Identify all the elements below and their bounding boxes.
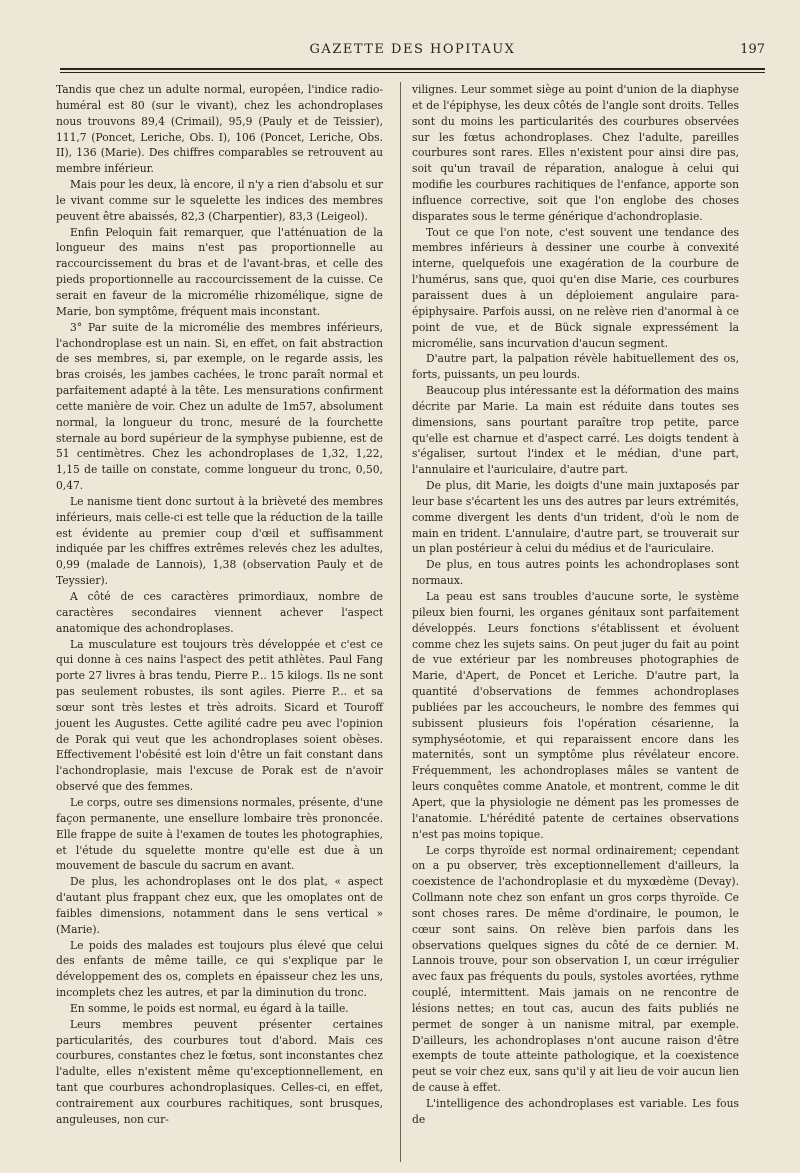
paragraph: A côté de ces caractères primordiaux, nombre de caractères secondaires viennent achever l'aspect anatomique des achondroplases. <box>56 590 383 635</box>
paragraph: Le poids des malades est toujours plus élevé que celui des enfants de même taille, ce qui s'explique par le développement des os, complets en épaisseur chez les uns, incomplets chez les autres, et par la diminution du tronc. <box>56 938 383 1000</box>
paragraph: Le corps thyroïde est normal ordinairement; cependant on a pu observer, très exceptionnellement d'ailleurs, la coexistence de l'achondroplasie et du myxœdème (Devay). Collmann note chez son enfant un gros corps thyroïde. Ce sont choses rares. De même d'ordinaire, le poumon, le cœur sont sains. On relève bien parfois dans les observations quelques signes du côté de ce dernier. M. Lannois trouve, pour son observation I, un cœur irrégulier avec faux pas fréquents du pouls, systoles avortées, rythme couplé, intermittent. Mais jamais on ne rencontre de lésions nettes; en tout cas, aucun des faits publiés ne permet de songer à un nanisme mitral, par exemple. D'ailleurs, les achondroplases n'ont aucune raison d'être exempts de toute atteinte pathologique, et la coexistence peut se voir chez eux, sans qu'il y ait lieu de voir aucun lien de cause à effet. <box>412 843 739 1095</box>
paragraph: L'intelligence des achondroplases est variable. Les fous de <box>412 1097 739 1126</box>
paragraph: 3° Par suite de la micromélie des membres inférieurs, l'achondroplase est un nain. Si, en effet, on fait abstraction de ses membres, si, par exemple, on le regarde assis, les bras croisés, les jambes cachées, le tronc paraît normal et parfaitement adapté à la tête. Les mensurations confirment cette manière de voir. Chez un adulte de 1m57, absolument normal, la longueur du tronc, mesuré de la fourchette sternale au bord supérieur de la symphyse pubienne, est de 51 centimètres. Chez les achondroplases de 1,32, 1,22, 1,15 de taille on constate, comme longueur du tronc, 0,50, 0,47. <box>56 320 383 493</box>
right-column <box>412 82 739 1128</box>
paragraph: De plus, en tous autres points les achondroplases sont normaux. <box>412 558 739 588</box>
paragraph: vilignes. Leur sommet siège au point d'union de la diaphyse et de l'épiphyse, les deux côtés de l'angle sont droits. Telles sont du moins les particularités des courbures observées sur les fœtus achondroplases. Chez l'adulte, pareilles courbures sont rares. Elles n'existent pour ainsi dire pas, soit qu'un travail de réparation, analogue à celui qui modifie les courbures rachitiques de l'enfance, apporte son influence corrective, soit que l'on englobe des choses disparates sous le terme générique d'achondroplasie. <box>412 83 739 223</box>
column-divider <box>400 82 401 1162</box>
paragraph: De plus, les achondroplases ont le dos plat, « aspect d'autant plus frappant chez eux, que les omoplates ont de faibles dimensions, notamment dans le sens vertical » (Marie). <box>56 875 383 936</box>
page-header <box>60 42 765 62</box>
paragraph: D'autre part, la palpation révèle habituellement des os, forts, puissants, un peu lourds. <box>412 352 739 382</box>
paragraph: Le corps, outre ses dimensions normales, présente, d'une façon permanente, une ensellure lombaire très prononcée. Elle frappe de suite à l'examen de toutes les photographies, et l'étude du squelette montre qu'elle est due à un mouvement de bascule du sacrum en avant. <box>56 795 383 873</box>
paragraph: Beaucoup plus intéressante est la déformation des mains décrite par Marie. La main est réduite dans toutes ses dimensions, sans pourtant paraître trop petite, parce qu'elle est charnue et d'aspect carré. Les doigts tendent à s'égaliser, surtout l'index et le médian, d'une part, l'annulaire et l'auriculaire, d'autre part. <box>412 384 739 477</box>
header-rule-thin <box>60 72 765 73</box>
paragraph: Enfin Peloquin fait remarquer, que l'atténuation de la longueur des mains n'est pas proportionnelle au raccourcissement du bras et de l'avant-bras, et celle des pieds proportionnelle au raccourcissement de la cuisse. Ce serait en faveur de la micromélie rhizomélique, signe de Marie, bon symptôme, fréquent mais inconstant. <box>56 225 383 318</box>
paragraph: Tout ce que l'on note, c'est souvent une tendance des membres inférieurs à dessiner une courbe à convexité interne, quelquefois une exagération de la courbure de l'humérus, sans que, quoi qu'en dise Marie, ces courbures paraissent dues à un déploiement angulaire para-épiphysaire. Parfois aussi, on ne relève rien d'anormal à ce point de vue, et de Bück signale expressément la micromélie, sans incurvation d'aucun segment. <box>412 225 739 350</box>
journal-title: GAZETTE DES HOPITAUX <box>309 42 516 57</box>
paragraph: De plus, dit Marie, les doigts d'une main juxtaposés par leur base s'écartent les uns des autres par leurs extrémités, comme divergent les dents d'un trident, d'où le nom de main en trident. L'annulaire, d'autre part, se trouverait sur un plan postérieur à celui du médius et de l'auriculaire. <box>412 479 739 556</box>
page-number: 197 <box>740 42 765 57</box>
paragraph: Leurs membres peuvent présenter certaines particularités, des courbures tout d'abord. Mais ces courbures, constantes chez le fœtus, sont inconstantes chez l'adulte, elles n'existent même qu'exceptionnellement, en tant que courbures achondroplasiques. Celles-ci, en effet, contrairement aux courbures rachitiques, sont brusques, anguleuses, non cur- <box>56 1017 383 1126</box>
left-column <box>56 82 383 1128</box>
paragraph: Mais pour les deux, là encore, il n'y a rien d'absolu et sur le vivant comme sur le squelette les indices des membres peuvent être abaissés, 82,3 (Charpentier), 83,3 (Leigeol). <box>56 178 383 223</box>
paragraph: Le nanisme tient donc surtout à la brièveté des membres inférieurs, mais celle-ci est telle que la réduction de la taille est évidente au premier coup d'œil et suffisamment indiquée par les chiffres extrêmes relevés chez les adultes, 0,99 (malade de Lannois), 1,38 (observation Pauly et de Teyssier). <box>56 494 383 588</box>
paragraph: La peau est sans troubles d'aucune sorte, le système pileux bien fourni, les organes génitaux sont parfaitement développés. Leurs fonctions s'établissent et évoluent comme chez les sujets sains. On peut juger du fait au point de vue extérieur par les nombreuses photographies de Marie, d'Apert, de Poncet et Leriche. D'autre part, la quantité d'observations de femmes achondroplases publiées par les accoucheurs, le nombre des femmes qui subissent plusieurs fois l'opération césarienne, la symphyséotomie, et qui reparaissent encore dans les maternités, sont un symptôme plus révélateur encore. Fréquemment, les achondroplases mâles se vantent de leurs conquêtes comme Anatole, et montrent, comme le dit Apert, que la physiologie ne dément pas les promesses de l'anatomie. L'hérédité patente de certaines observations n'est pas moins topique. <box>412 590 739 841</box>
paragraph: En somme, le poids est normal, eu égard à la taille. <box>70 1001 349 1015</box>
paragraph: La musculature est toujours très développée et c'est ce qui donne à ces nains l'aspect des petit athlètes. Paul Fang porte 27 livres à bras tendu, Pierre P... 15 kilogs. Ils ne sont pas seulement robustes, ils sont agiles. Pierre P... et sa sœur sont très lestes et très adroits. Sicard et Touroff jouent les Augustes. Cette agilité cadre peu avec l'opinion de Porak qui veut que les achondroplases soient obèses. Effectivement l'obésité est loin d'être un fait constant dans l'achondroplasie, mais l'excuse de Porak est de n'avoir observé que des femmes. <box>56 637 383 794</box>
paragraph: Tandis que chez un adulte normal, européen, l'indice radio-huméral est 80 (sur le vivant), chez les achondroplases nous trouvons 89,4 (Crimail), 95,9 (Pauly et de Teissier), 111,7 (Poncet, Leriche, Obs. I), 106 (Poncet, Leriche, Obs. II), 136 (Marie). Des chiffres comparables se retrouvent au membre inférieur. <box>56 83 383 176</box>
header-rule <box>60 68 765 70</box>
